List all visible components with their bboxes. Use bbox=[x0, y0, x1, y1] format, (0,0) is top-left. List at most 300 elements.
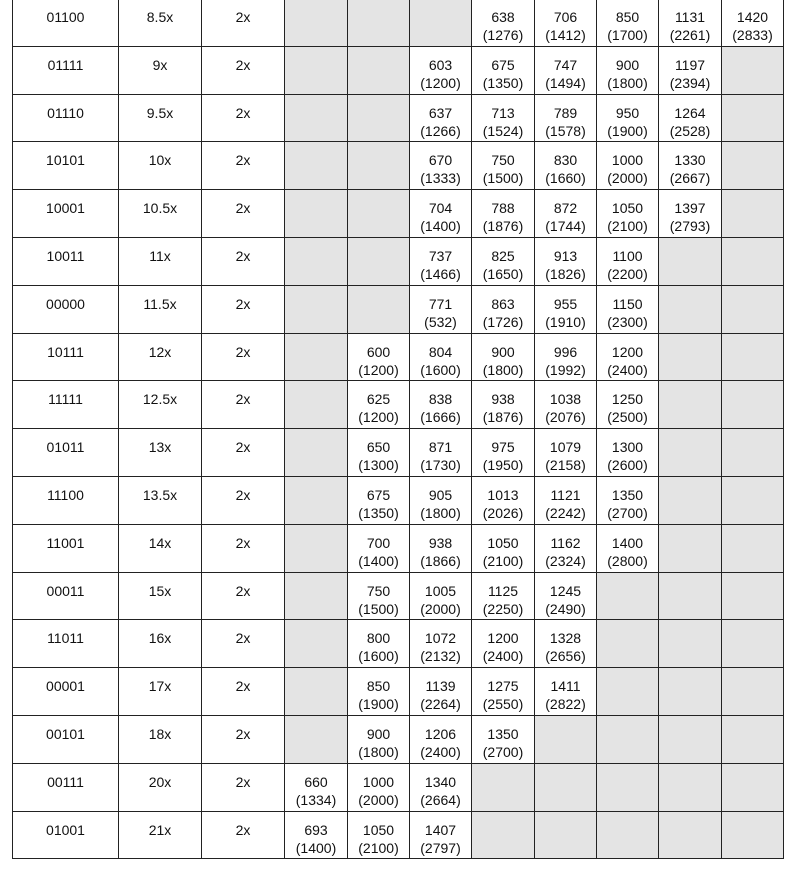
frequency-cell bbox=[410, 381, 472, 429]
unavailable-cell bbox=[285, 0, 348, 46]
frequency-value: 1197 bbox=[674, 56, 706, 73]
unavailable-cell bbox=[285, 572, 348, 620]
unavailable-cell bbox=[285, 524, 348, 572]
frequency-value: 1000 bbox=[611, 152, 644, 169]
frequency-paren-value: (1650) bbox=[482, 265, 524, 282]
unavailable-cell bbox=[285, 333, 348, 381]
frequency-paren-value: (1992) bbox=[545, 361, 586, 378]
bus-ratio-code-cell: 00101 bbox=[13, 715, 119, 763]
frequency-cell bbox=[472, 620, 535, 668]
multiplier-cell: 21x bbox=[119, 811, 202, 859]
frequency-paren-value: (532) bbox=[424, 313, 457, 330]
frequency-cell bbox=[535, 190, 597, 238]
frequency-cell bbox=[285, 811, 348, 859]
frequency-cell bbox=[659, 94, 722, 142]
frequency-paren-value: (2490) bbox=[545, 600, 586, 617]
unavailable-cell bbox=[659, 524, 722, 572]
frequency-paren-value: (2800) bbox=[607, 552, 648, 569]
frequency-value: 938 bbox=[428, 534, 453, 551]
frequency-paren-value: (2400) bbox=[482, 648, 524, 665]
unavailable-cell bbox=[659, 333, 722, 381]
frequency-value: 650 bbox=[366, 439, 391, 456]
bus-ratio-code-cell: 11001 bbox=[13, 524, 119, 572]
frequency-paren-value: (2793) bbox=[669, 218, 711, 235]
unavailable-cell bbox=[348, 237, 410, 285]
table-row bbox=[13, 715, 784, 763]
frequency-value: 1150 bbox=[612, 295, 643, 312]
table-row bbox=[13, 429, 784, 477]
frequency-paren-value: (1726) bbox=[482, 313, 524, 330]
table-row bbox=[13, 142, 784, 190]
unavailable-cell bbox=[659, 572, 722, 620]
unavailable-cell bbox=[285, 429, 348, 477]
frequency-cell bbox=[410, 285, 472, 333]
frequency-paren-value: (1876) bbox=[482, 409, 524, 426]
frequency-paren-value: (1266) bbox=[420, 122, 461, 139]
frequency-cell bbox=[348, 333, 410, 381]
table-row bbox=[13, 0, 784, 46]
unavailable-cell bbox=[348, 285, 410, 333]
frequency-cell bbox=[659, 46, 722, 94]
frequency-value: 1350 bbox=[611, 486, 644, 503]
divider-cell: 2x bbox=[202, 237, 285, 285]
unavailable-cell bbox=[659, 763, 722, 811]
unavailable-cell bbox=[285, 476, 348, 524]
frequency-cell bbox=[597, 381, 659, 429]
divider-cell: 2x bbox=[202, 715, 285, 763]
multiplier-cell: 17x bbox=[119, 668, 202, 716]
bus-ratio-code-cell: 00000 bbox=[13, 285, 119, 333]
frequency-cell bbox=[472, 668, 535, 716]
frequency-cell bbox=[597, 237, 659, 285]
frequency-paren-value: (2242) bbox=[545, 504, 586, 521]
unavailable-cell bbox=[285, 620, 348, 668]
multiplier-cell: 16x bbox=[119, 620, 202, 668]
frequency-value: 850 bbox=[366, 678, 391, 695]
frequency-paren-value: (2324) bbox=[545, 552, 586, 569]
frequency-paren-value: (2600) bbox=[607, 457, 648, 474]
divider-cell: 2x bbox=[202, 333, 285, 381]
unavailable-cell bbox=[535, 811, 597, 859]
frequency-paren-value: (2550) bbox=[482, 696, 524, 713]
unavailable-cell bbox=[722, 237, 784, 285]
multiplier-cell: 11x bbox=[119, 237, 202, 285]
frequency-cell bbox=[348, 524, 410, 572]
frequency-value: 900 bbox=[491, 343, 515, 360]
divider-cell: 2x bbox=[202, 763, 285, 811]
multiplier-cell: 11.5x bbox=[119, 285, 202, 333]
frequency-cell bbox=[410, 476, 472, 524]
divider-cell: 2x bbox=[202, 94, 285, 142]
bus-ratio-code-cell: 10001 bbox=[13, 190, 119, 238]
frequency-paren-value: (1800) bbox=[482, 361, 524, 378]
frequency-value: 771 bbox=[428, 295, 453, 312]
frequency-value: 1328 bbox=[549, 630, 582, 647]
frequency-cell bbox=[348, 381, 410, 429]
frequency-paren-value: (1300) bbox=[358, 457, 399, 474]
multiplier-frequency-table bbox=[12, 0, 784, 859]
multiplier-cell: 12x bbox=[119, 333, 202, 381]
divider-cell: 2x bbox=[202, 285, 285, 333]
unavailable-cell bbox=[285, 142, 348, 190]
unavailable-cell bbox=[348, 142, 410, 190]
frequency-value: 1300 bbox=[611, 439, 644, 456]
unavailable-cell bbox=[722, 763, 784, 811]
bus-ratio-code-cell: 11011 bbox=[13, 620, 119, 668]
frequency-paren-value: (1876) bbox=[482, 218, 524, 235]
frequency-cell bbox=[410, 620, 472, 668]
frequency-value: 950 bbox=[615, 104, 640, 121]
frequency-paren-value: (1494) bbox=[545, 74, 586, 91]
frequency-value: 1005 bbox=[424, 582, 457, 599]
frequency-cell bbox=[535, 333, 597, 381]
frequency-cell bbox=[472, 285, 535, 333]
frequency-value: 1400 bbox=[611, 534, 644, 551]
frequency-cell bbox=[535, 620, 597, 668]
frequency-cell bbox=[535, 142, 597, 190]
unavailable-cell bbox=[285, 285, 348, 333]
frequency-paren-value: (2100) bbox=[482, 552, 524, 569]
frequency-cell bbox=[659, 190, 722, 238]
frequency-paren-value: (1900) bbox=[607, 122, 648, 139]
frequency-value: 1206 bbox=[424, 725, 457, 742]
unavailable-cell bbox=[285, 715, 348, 763]
frequency-value: 1200 bbox=[487, 630, 519, 647]
frequency-value: 1411 bbox=[550, 678, 581, 695]
frequency-value: 660 bbox=[304, 773, 328, 790]
frequency-cell bbox=[472, 715, 535, 763]
frequency-cell bbox=[535, 0, 597, 46]
frequency-cell bbox=[535, 524, 597, 572]
frequency-paren-value: (1600) bbox=[358, 648, 399, 665]
unavailable-cell bbox=[722, 285, 784, 333]
frequency-paren-value: (2656) bbox=[545, 648, 586, 665]
unavailable-cell bbox=[348, 94, 410, 142]
frequency-paren-value: (2700) bbox=[607, 504, 648, 521]
divider-cell: 2x bbox=[202, 381, 285, 429]
frequency-value: 900 bbox=[615, 56, 640, 73]
frequency-paren-value: (1524) bbox=[482, 122, 524, 139]
frequency-value: 938 bbox=[491, 391, 515, 408]
frequency-value: 625 bbox=[366, 391, 391, 408]
frequency-value: 1275 bbox=[487, 678, 519, 695]
frequency-cell bbox=[535, 94, 597, 142]
frequency-cell bbox=[535, 237, 597, 285]
divider-cell: 2x bbox=[202, 190, 285, 238]
table-row bbox=[13, 333, 784, 381]
multiplier-cell: 12.5x bbox=[119, 381, 202, 429]
frequency-paren-value: (1800) bbox=[358, 743, 399, 760]
bus-ratio-code-cell: 00011 bbox=[13, 572, 119, 620]
table-row bbox=[13, 811, 784, 859]
frequency-paren-value: (1200) bbox=[420, 74, 461, 91]
frequency-paren-value: (1400) bbox=[295, 839, 337, 856]
bus-ratio-code-cell: 11111 bbox=[13, 381, 119, 429]
frequency-value: 975 bbox=[491, 439, 515, 456]
frequency-paren-value: (1730) bbox=[420, 457, 461, 474]
frequency-cell bbox=[410, 46, 472, 94]
frequency-value: 750 bbox=[491, 152, 515, 169]
frequency-cell bbox=[535, 381, 597, 429]
unavailable-cell bbox=[659, 237, 722, 285]
frequency-value: 1072 bbox=[424, 630, 457, 647]
frequency-cell bbox=[597, 0, 659, 46]
multiplier-cell: 15x bbox=[119, 572, 202, 620]
frequency-paren-value: (2822) bbox=[545, 696, 586, 713]
divider-cell: 2x bbox=[202, 572, 285, 620]
frequency-value: 1038 bbox=[549, 391, 582, 408]
frequency-value: 637 bbox=[428, 104, 453, 121]
frequency-value: 603 bbox=[428, 56, 453, 73]
frequency-paren-value: (1910) bbox=[545, 313, 586, 330]
frequency-cell bbox=[472, 46, 535, 94]
table-row bbox=[13, 237, 784, 285]
frequency-cell bbox=[597, 524, 659, 572]
frequency-value: 1245 bbox=[549, 582, 582, 599]
frequency-paren-value: (1500) bbox=[482, 170, 524, 187]
frequency-cell bbox=[597, 285, 659, 333]
table-row bbox=[13, 190, 784, 238]
frequency-cell bbox=[348, 476, 410, 524]
frequency-cell bbox=[722, 0, 784, 46]
divider-cell: 2x bbox=[202, 524, 285, 572]
frequency-value: 737 bbox=[428, 247, 453, 264]
unavailable-cell bbox=[722, 811, 784, 859]
divider-cell: 2x bbox=[202, 46, 285, 94]
frequency-paren-value: (2528) bbox=[669, 122, 711, 139]
frequency-cell bbox=[410, 763, 472, 811]
unavailable-cell bbox=[597, 763, 659, 811]
frequency-cell bbox=[472, 572, 535, 620]
unavailable-cell bbox=[472, 763, 535, 811]
multiplier-cell: 13.5x bbox=[119, 476, 202, 524]
unavailable-cell bbox=[348, 190, 410, 238]
frequency-paren-value: (1200) bbox=[358, 361, 399, 378]
frequency-value: 800 bbox=[366, 630, 391, 647]
unavailable-cell bbox=[722, 668, 784, 716]
frequency-value: 1000 bbox=[362, 773, 395, 790]
frequency-value: 905 bbox=[428, 486, 453, 503]
frequency-value: 788 bbox=[491, 200, 515, 217]
frequency-cell bbox=[348, 715, 410, 763]
table-row bbox=[13, 620, 784, 668]
divider-cell: 2x bbox=[202, 476, 285, 524]
frequency-value: 1264 bbox=[674, 104, 706, 121]
frequency-value: 1139 bbox=[425, 678, 456, 695]
frequency-cell bbox=[472, 94, 535, 142]
frequency-paren-value: (1666) bbox=[420, 409, 461, 426]
frequency-cell bbox=[535, 429, 597, 477]
bus-ratio-code-cell: 01110 bbox=[13, 94, 119, 142]
frequency-value: 1050 bbox=[362, 821, 395, 838]
bus-ratio-code-cell: 10011 bbox=[13, 237, 119, 285]
unavailable-cell bbox=[659, 620, 722, 668]
frequency-paren-value: (1500) bbox=[358, 600, 399, 617]
frequency-paren-value: (2200) bbox=[607, 265, 648, 282]
table-row bbox=[13, 572, 784, 620]
frequency-cell bbox=[597, 429, 659, 477]
unavailable-cell bbox=[722, 429, 784, 477]
frequency-cell bbox=[472, 524, 535, 572]
multiplier-cell: 14x bbox=[119, 524, 202, 572]
divider-cell: 2x bbox=[202, 620, 285, 668]
table-row bbox=[13, 524, 784, 572]
frequency-cell bbox=[597, 46, 659, 94]
unavailable-cell bbox=[348, 46, 410, 94]
frequency-value: 675 bbox=[366, 486, 391, 503]
bus-ratio-code-cell: 01001 bbox=[13, 811, 119, 859]
frequency-paren-value: (2700) bbox=[482, 743, 524, 760]
bus-ratio-code-cell: 01011 bbox=[13, 429, 119, 477]
frequency-cell bbox=[472, 333, 535, 381]
frequency-cell bbox=[597, 333, 659, 381]
frequency-cell bbox=[472, 429, 535, 477]
frequency-cell bbox=[472, 381, 535, 429]
unavailable-cell bbox=[597, 811, 659, 859]
multiplier-cell: 18x bbox=[119, 715, 202, 763]
frequency-value: 1250 bbox=[611, 391, 644, 408]
multiplier-cell: 9x bbox=[119, 46, 202, 94]
frequency-paren-value: (2000) bbox=[358, 791, 399, 808]
frequency-cell bbox=[348, 429, 410, 477]
unavailable-cell bbox=[659, 715, 722, 763]
bus-ratio-code-cell: 10111 bbox=[13, 333, 119, 381]
frequency-paren-value: (1350) bbox=[482, 74, 524, 91]
table-row bbox=[13, 763, 784, 811]
multiplier-cell: 13x bbox=[119, 429, 202, 477]
bus-ratio-code-cell: 00111 bbox=[13, 763, 119, 811]
frequency-paren-value: (1412) bbox=[545, 27, 586, 43]
frequency-cell bbox=[410, 668, 472, 716]
frequency-value: 825 bbox=[491, 247, 515, 264]
frequency-paren-value: (1276) bbox=[482, 27, 524, 43]
unavailable-cell bbox=[285, 237, 348, 285]
divider-cell: 2x bbox=[202, 668, 285, 716]
frequency-value: 704 bbox=[428, 200, 453, 217]
divider-cell: 2x bbox=[202, 811, 285, 859]
frequency-value: 1013 bbox=[487, 486, 519, 503]
frequency-value: 1420 bbox=[736, 9, 769, 25]
frequency-cell bbox=[410, 429, 472, 477]
multiplier-cell: 10.5x bbox=[119, 190, 202, 238]
unavailable-cell bbox=[659, 476, 722, 524]
frequency-cell bbox=[410, 572, 472, 620]
frequency-value: 1131 bbox=[674, 9, 706, 25]
frequency-value: 747 bbox=[553, 56, 578, 73]
frequency-paren-value: (2100) bbox=[358, 839, 399, 856]
frequency-value: 1397 bbox=[674, 200, 706, 217]
divider-cell: 2x bbox=[202, 142, 285, 190]
frequency-paren-value: (1950) bbox=[482, 457, 524, 474]
frequency-cell bbox=[348, 763, 410, 811]
unavailable-cell bbox=[659, 668, 722, 716]
unavailable-cell bbox=[722, 46, 784, 94]
frequency-value: 872 bbox=[553, 200, 578, 217]
frequency-paren-value: (2664) bbox=[420, 791, 461, 808]
frequency-paren-value: (1800) bbox=[607, 74, 648, 91]
unavailable-cell bbox=[410, 0, 472, 46]
bus-ratio-code-cell: 01111 bbox=[13, 46, 119, 94]
unavailable-cell bbox=[722, 572, 784, 620]
table-row bbox=[13, 381, 784, 429]
frequency-paren-value: (2261) bbox=[669, 27, 711, 43]
frequency-paren-value: (2132) bbox=[420, 648, 461, 665]
frequency-value: 600 bbox=[366, 343, 391, 360]
multiplier-cell: 8.5x bbox=[119, 0, 202, 46]
table-row bbox=[13, 668, 784, 716]
unavailable-cell bbox=[597, 620, 659, 668]
bus-ratio-code-cell: 00001 bbox=[13, 668, 119, 716]
frequency-value: 693 bbox=[304, 821, 328, 838]
unavailable-cell bbox=[659, 285, 722, 333]
frequency-paren-value: (1400) bbox=[358, 552, 399, 569]
frequency-value: 1350 bbox=[487, 725, 519, 742]
frequency-value: 1340 bbox=[424, 773, 457, 790]
frequency-paren-value: (1800) bbox=[420, 504, 461, 521]
frequency-paren-value: (1466) bbox=[420, 265, 461, 282]
unavailable-cell bbox=[535, 715, 597, 763]
frequency-value: 804 bbox=[428, 343, 453, 360]
unavailable-cell bbox=[597, 715, 659, 763]
frequency-paren-value: (2000) bbox=[420, 600, 461, 617]
table-row bbox=[13, 46, 784, 94]
unavailable-cell bbox=[659, 811, 722, 859]
frequency-value: 871 bbox=[428, 439, 453, 456]
frequency-cell bbox=[472, 190, 535, 238]
frequency-value: 850 bbox=[615, 9, 640, 25]
frequency-paren-value: (2400) bbox=[420, 743, 461, 760]
frequency-cell bbox=[472, 0, 535, 46]
frequency-cell bbox=[410, 524, 472, 572]
frequency-paren-value: (2300) bbox=[607, 313, 648, 330]
frequency-cell bbox=[348, 572, 410, 620]
frequency-paren-value: (2833) bbox=[732, 27, 773, 43]
frequency-paren-value: (2076) bbox=[545, 409, 586, 426]
frequency-cell bbox=[348, 811, 410, 859]
frequency-cell bbox=[348, 620, 410, 668]
frequency-paren-value: (1700) bbox=[607, 27, 648, 43]
frequency-cell bbox=[410, 811, 472, 859]
unavailable-cell bbox=[722, 381, 784, 429]
unavailable-cell bbox=[722, 142, 784, 190]
frequency-value: 706 bbox=[553, 9, 578, 25]
unavailable-cell bbox=[285, 94, 348, 142]
frequency-paren-value: (1200) bbox=[358, 409, 399, 426]
frequency-cell bbox=[659, 0, 722, 46]
frequency-value: 670 bbox=[428, 152, 453, 169]
frequency-value: 838 bbox=[428, 391, 453, 408]
frequency-cell bbox=[472, 237, 535, 285]
bus-ratio-code-cell: 10101 bbox=[13, 142, 119, 190]
frequency-cell bbox=[597, 94, 659, 142]
unavailable-cell bbox=[722, 524, 784, 572]
frequency-cell bbox=[410, 190, 472, 238]
frequency-value: 1050 bbox=[611, 200, 644, 217]
unavailable-cell bbox=[535, 763, 597, 811]
frequency-value: 863 bbox=[491, 295, 515, 312]
unavailable-cell bbox=[285, 381, 348, 429]
frequency-paren-value: (2667) bbox=[669, 170, 711, 187]
frequency-value: 1162 bbox=[550, 534, 581, 551]
unavailable-cell bbox=[285, 46, 348, 94]
multiplier-cell: 10x bbox=[119, 142, 202, 190]
unavailable-cell bbox=[472, 811, 535, 859]
bus-ratio-code-cell: 01100 bbox=[13, 0, 119, 46]
frequency-cell bbox=[535, 285, 597, 333]
frequency-cell bbox=[535, 46, 597, 94]
frequency-cell bbox=[285, 763, 348, 811]
frequency-cell bbox=[659, 142, 722, 190]
